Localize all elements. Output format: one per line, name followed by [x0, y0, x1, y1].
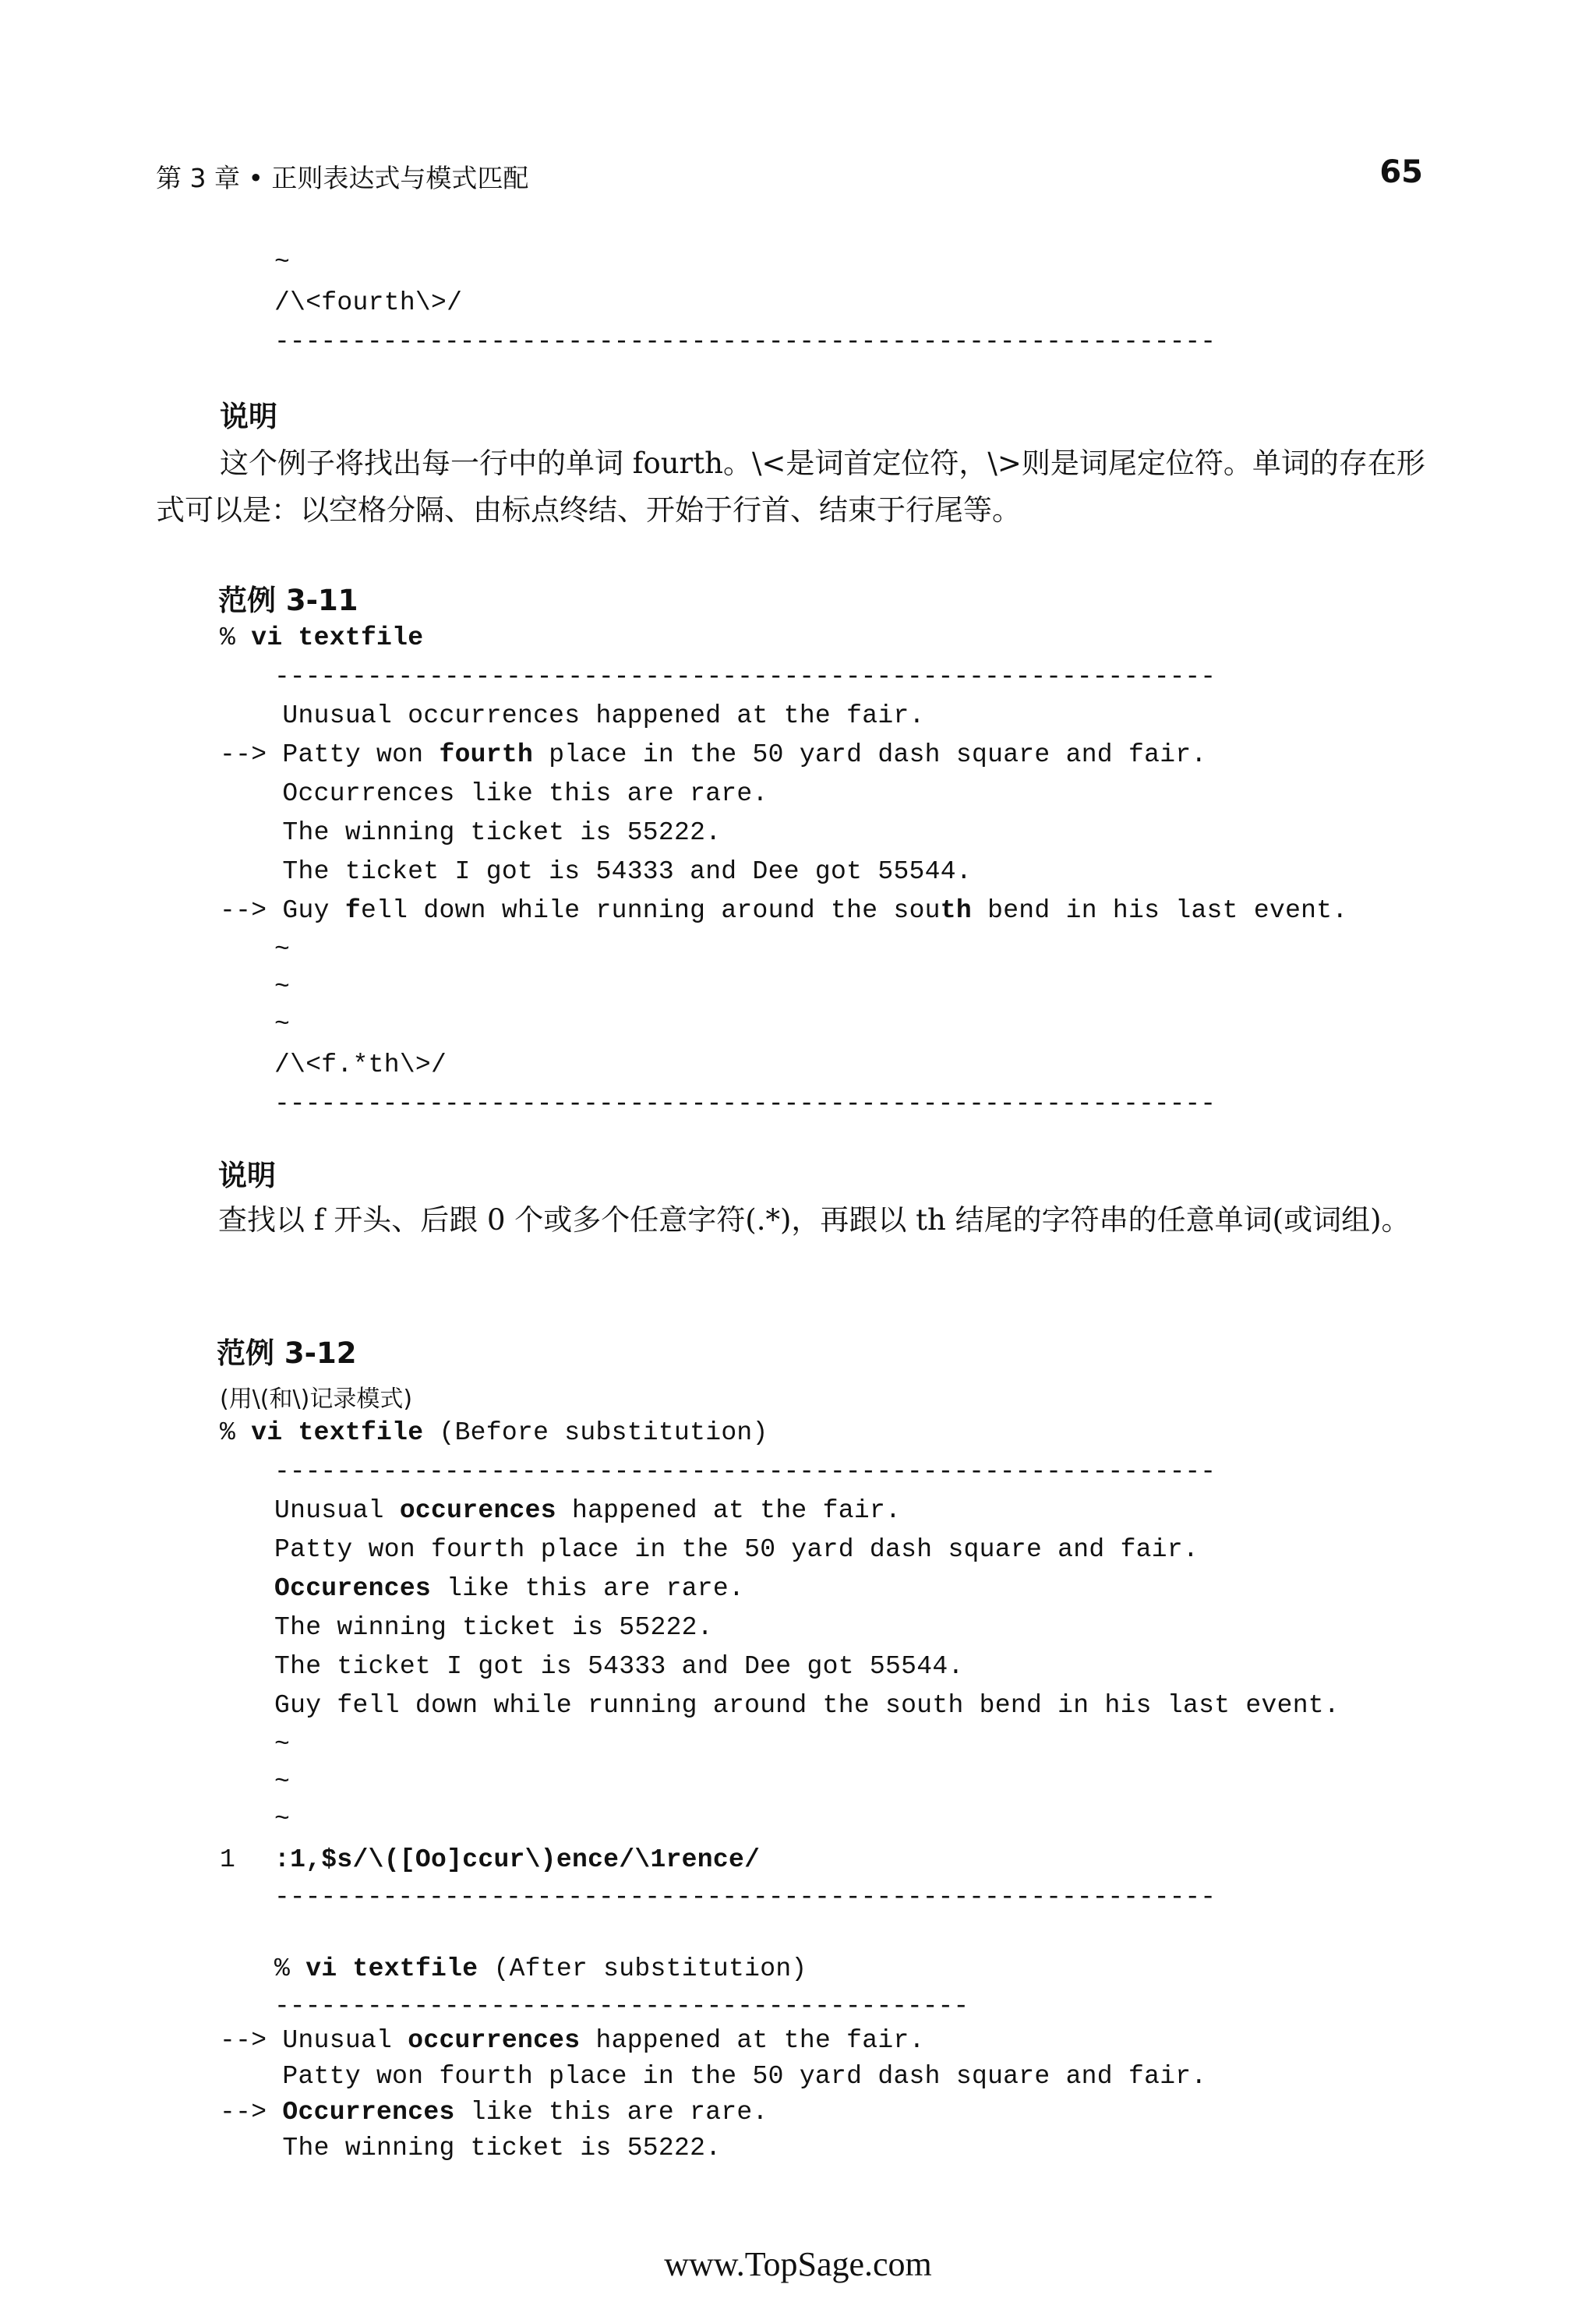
text-line: The winning ticket is 55222. [282, 818, 722, 847]
command-line: % vi textfile [220, 623, 424, 652]
divider-rule: --------------------------------------------- [274, 1992, 969, 2021]
text-line: The winning ticket is 55222. [274, 1613, 713, 1642]
text-line-match: --> Guy fell down while running around the south bend in his last event. [220, 896, 1348, 925]
tilde-line: ~ [274, 935, 291, 964]
text-line: Guy fell down while running around the south bend in his last event. [274, 1691, 1340, 1720]
explanation-paragraph: 查找以 f 开头、后跟 0 个或多个任意字符(.*)，再跟以 th 结尾的字符串的任意单词(或词组)。 [218, 1203, 1411, 1237]
divider-rule: ------------------------------------------------------------- [274, 1457, 1216, 1486]
text-line: Unusual occurences happened at the fair. [274, 1496, 902, 1525]
example-heading: 范例 3-11 [218, 584, 358, 617]
page-number: 65 [1379, 154, 1423, 190]
example-heading: 范例 3-12 [217, 1336, 357, 1370]
divider-rule: ------------------------------------------------------------- [274, 327, 1216, 356]
command-line: % vi textfile (After substitution) [274, 1954, 807, 1983]
step-number: 1 [220, 1845, 236, 1874]
tilde-line: ~ [274, 1730, 291, 1759]
explanation-heading: 说明 [218, 1159, 276, 1192]
tilde-line: ~ [274, 1010, 291, 1039]
explanation-heading: 说明 [220, 400, 277, 433]
divider-rule: ------------------------------------------------------------- [274, 662, 1216, 691]
text-line: The winning ticket is 55222. [282, 2134, 722, 2162]
text-line-match: --> Unusual occurrences happened at the fair. [220, 2026, 925, 2055]
text-line: Patty won fourth place in the 50 yard dash square and fair. [282, 2062, 1207, 2091]
chapter-header: 第 3 章 • 正则表达式与模式匹配 [156, 163, 529, 193]
explanation-paragraph: 这个例子将找出每一行中的单词 fourth。\<是词首定位符，\>则是词尾定位符。单词的存在形式可以是：以空格分隔、由标点终结、开始于行首、结束于行尾等。 [156, 447, 1425, 527]
text-line: Unusual occurrences happened at the fair. [282, 701, 925, 730]
text-line: The ticket I got is 54333 and Dee got 55544. [274, 1652, 964, 1681]
substitution-command: :1,$s/\([Oo]ccur\)ence/\1rence/ [274, 1845, 761, 1874]
text-line: Occurences like this are rare. [274, 1574, 745, 1603]
divider-rule: ------------------------------------------------------------- [274, 1883, 1216, 1912]
example-subtitle: (用\(和\)记录模式) [220, 1386, 413, 1413]
tilde-line: ~ [274, 973, 291, 1001]
text-line: The ticket I got is 54333 and Dee got 55544. [282, 857, 972, 886]
search-pattern: /\<f.*th\>/ [274, 1050, 447, 1079]
divider-rule: ------------------------------------------------------------- [274, 1089, 1216, 1118]
text-line-match: --> Patty won fourth place in the 50 yard dash square and fair. [220, 740, 1207, 769]
tilde-line: ~ [274, 248, 291, 277]
footer-url: www.TopSage.com [664, 2245, 932, 2283]
text-line: Patty won fourth place in the 50 yard dash square and fair. [274, 1535, 1199, 1564]
search-pattern: /\<fourth\>/ [274, 288, 463, 317]
text-line-match: --> Occurrences like this are rare. [220, 2098, 768, 2127]
tilde-line: ~ [274, 1805, 291, 1834]
tilde-line: ~ [274, 1767, 291, 1796]
text-line: Occurrences like this are rare. [282, 779, 768, 808]
command-line: % vi textfile (Before substitution) [220, 1418, 768, 1447]
